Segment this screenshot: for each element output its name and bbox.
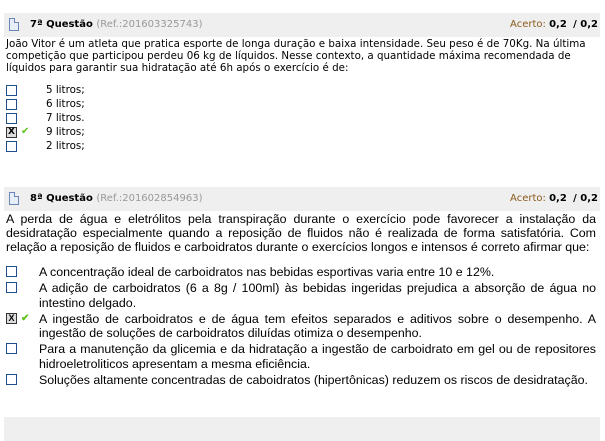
check-mark-icon: ✔ (21, 126, 30, 137)
checkbox[interactable] (6, 141, 17, 152)
question-title: 7ª Questão (30, 19, 93, 30)
score: Acerto: 0,2 / 0,2 (510, 193, 598, 204)
checkbox[interactable] (6, 374, 17, 385)
checked-checkbox[interactable]: X (6, 313, 17, 324)
question-ref: (Ref.:201602854963) (96, 193, 203, 204)
option[interactable]: Soluções altamente concentradas de caboidratos (hipertônicas) reduzem os riscos de desidratação. (6, 373, 596, 388)
question-8-header (4, 187, 600, 211)
check-mark-icon: ✔ (21, 312, 30, 324)
document-icon (9, 18, 19, 31)
checkbox[interactable] (6, 282, 17, 293)
question-8-options (6, 265, 596, 389)
question-7-header (4, 13, 600, 37)
option[interactable]: A adição de carboidratos (6 a 8g / 100ml) às bebidas ingeridas prejudica a absorção de água no intestino delgado. (6, 281, 596, 310)
checkbox[interactable] (6, 343, 17, 354)
checked-checkbox[interactable]: X (6, 127, 17, 138)
question-7-text: João Vitor é um atleta que pratica esporte de longa duração e baixa intensidade. Seu peso é de 70Kg. Na última competição que participou perdeu 06 kg de líquidos. Nesse contexto, a quantidade máxima recomendada de líquidos para garantir sua hidratação até 6h após o exercício é de: (6, 38, 586, 74)
checkbox[interactable] (6, 85, 17, 96)
checkbox[interactable] (6, 99, 17, 110)
question-title: 8ª Questão (30, 193, 93, 204)
checkbox[interactable] (6, 113, 17, 124)
option[interactable]: A concentração ideal de carboidratos nas bebidas esportivas varia entre 10 e 12%. (6, 265, 596, 280)
option[interactable]: X ✔ A ingestão de carboidratos e de água tem efeitos separados e aditivos sobre o desempenho. A ingestão de soluções de carboidratos diluídas otimiza o desempenho. (6, 312, 596, 341)
checkbox[interactable] (6, 266, 17, 277)
question-8-text: A perda de água e eletrólitos pela transpiração durante o exercício pode favorecer a instalação da desidratação especialmente quando a reposição de fluidos não é realizada de forma satisfatória. Com relação a reposição de fluidos e carboidratos durante o exercícios longos e intensos é correto afirmar que: (6, 212, 596, 254)
score: Acerto: 0,2 / 0,2 (510, 19, 598, 30)
option[interactable]: Para a manutenção da glicemia e da hidratação a ingestão de carboidrato em gel ou de repositores hidroeletroliticos apresentam a mesma eficiência. (6, 342, 596, 371)
question-9-header (4, 417, 600, 441)
document-icon (9, 192, 19, 205)
question-ref: (Ref.:201603325743) (96, 19, 203, 30)
